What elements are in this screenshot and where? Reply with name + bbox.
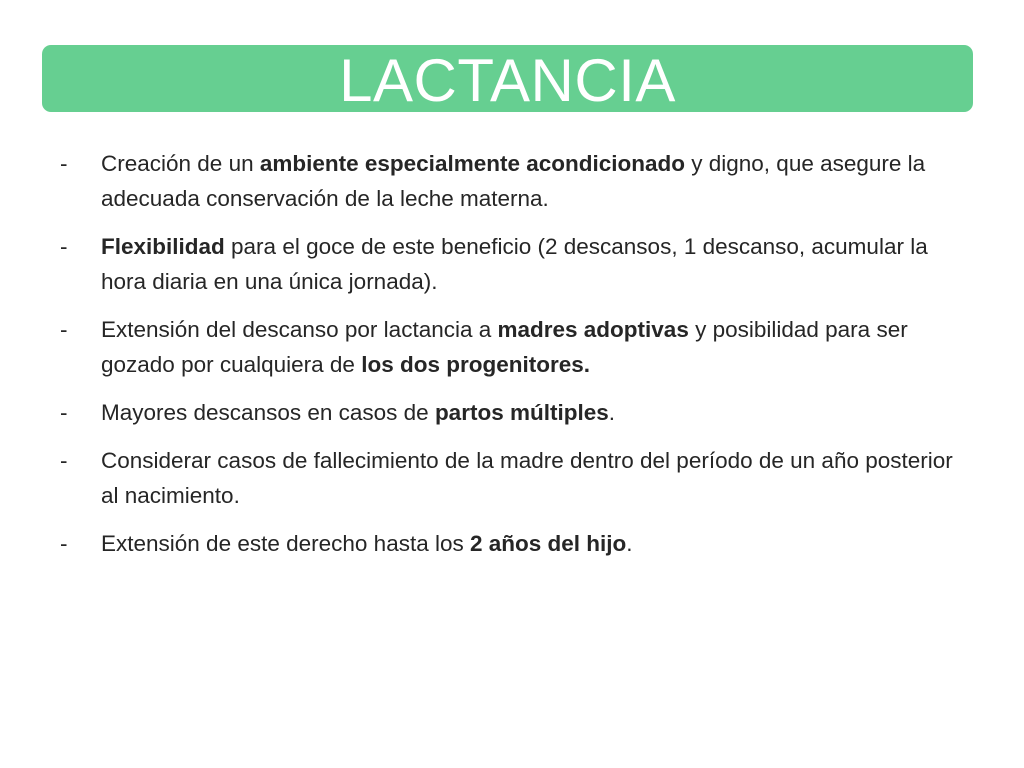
text-segment: Mayores descansos en casos de — [101, 400, 435, 425]
list-item — [56, 395, 956, 430]
text-segment: Extensión del descanso por lactancia a — [101, 317, 498, 342]
list-item — [56, 229, 956, 299]
title-banner — [42, 45, 973, 112]
bullet-dash: - — [60, 317, 68, 342]
bullet-dash: - — [60, 234, 68, 259]
text-segment: Creación de un — [101, 151, 260, 176]
item-text — [101, 443, 956, 513]
bold-segment: madres adoptivas — [497, 317, 689, 342]
item-text — [101, 146, 956, 216]
list-item — [56, 526, 956, 561]
bullet-dash: - — [60, 400, 68, 425]
bold-segment: los dos progenitores. — [361, 352, 590, 377]
text-segment: Extensión de este derecho hasta los — [101, 531, 470, 556]
list-item — [56, 443, 956, 513]
bullet-list — [56, 146, 956, 574]
slide-title: LACTANCIA — [339, 46, 676, 114]
bold-segment: partos múltiples — [434, 400, 609, 425]
list-item — [56, 312, 956, 382]
item-text — [101, 229, 956, 299]
item-text — [101, 312, 956, 382]
text-segment: y digno, que asegure la adecuada conservación de la leche materna. — [101, 151, 926, 211]
item-text — [101, 526, 956, 561]
list-item — [56, 146, 956, 216]
bullet-dash: - — [60, 448, 68, 473]
bold-segment: ambiente especialmente acondicionado — [259, 151, 685, 176]
text-segment: para el goce de este beneficio (2 descansos, 1 descanso, acumular la hora diaria en una única jornada). — [101, 234, 928, 294]
text-segment: y posibilidad para ser gozado por cualquiera de — [101, 317, 908, 377]
text-segment: . — [626, 531, 633, 556]
bullet-dash: - — [60, 531, 68, 556]
item-text — [101, 395, 956, 430]
bold-segment: 2 años del hijo — [470, 531, 627, 556]
text-segment: Considerar casos de fallecimiento de la madre dentro del período de un año posterior al nacimiento. — [101, 448, 953, 508]
text-segment: . — [608, 400, 615, 425]
bullet-dash: - — [60, 151, 68, 176]
bold-segment: Flexibilidad — [101, 234, 225, 259]
